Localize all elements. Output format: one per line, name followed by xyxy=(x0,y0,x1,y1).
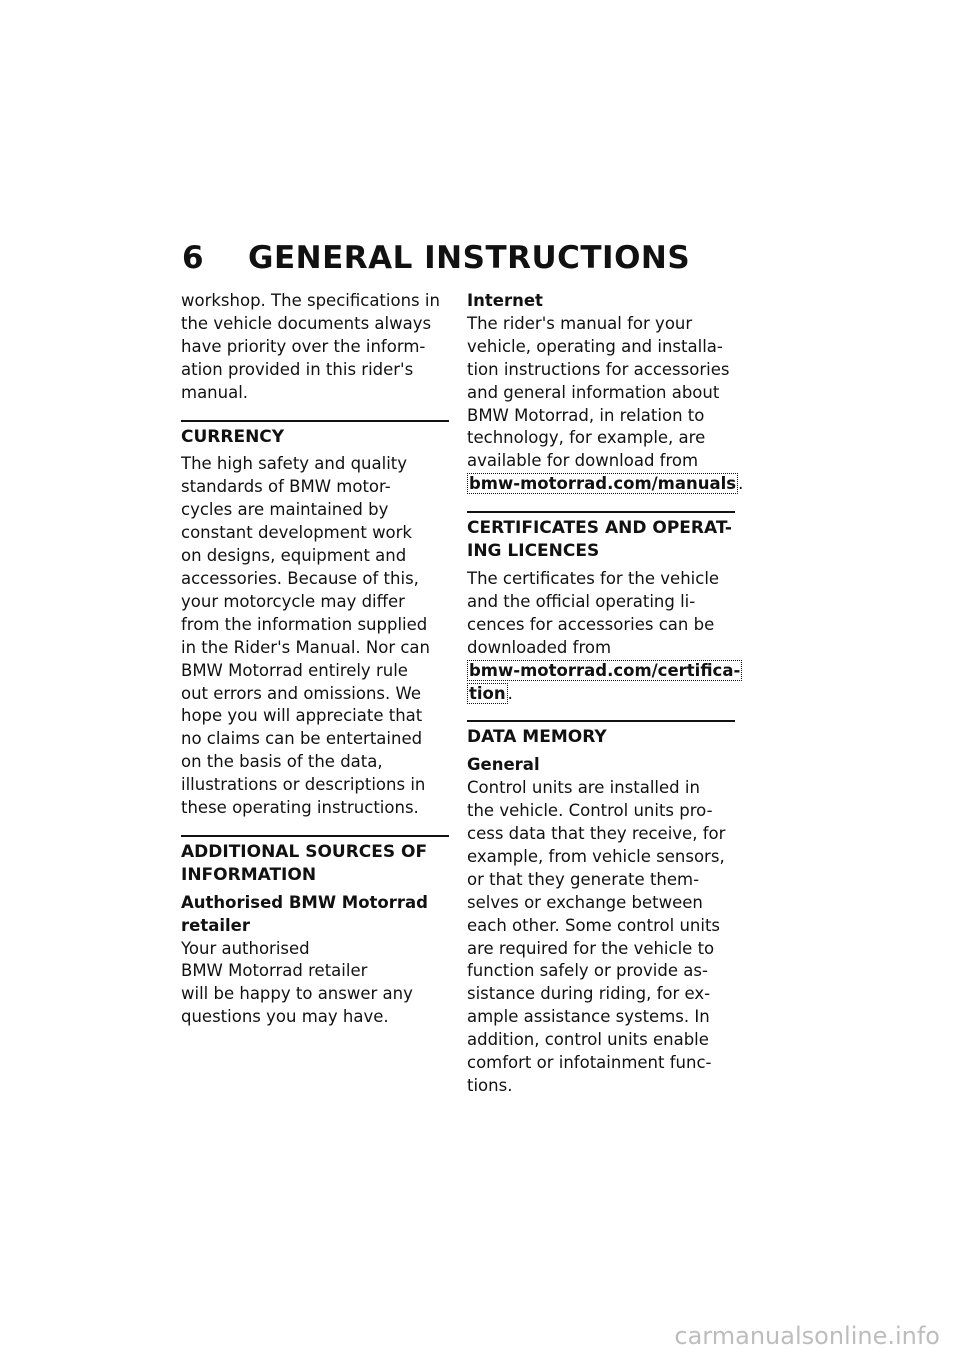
internet-paragraph xyxy=(467,313,744,496)
text-line: manual. xyxy=(181,382,249,402)
manuals-link[interactable]: bmw-motorrad.com/manuals xyxy=(469,474,737,494)
text-line: sistance during riding, for ex- xyxy=(467,984,711,1004)
additional-sources-heading: INFORMATION xyxy=(181,864,317,885)
link-period: . xyxy=(738,474,744,494)
certificates-paragraph xyxy=(467,568,741,705)
text-line: will be happy to answer any xyxy=(181,984,413,1004)
text-line: cycles are maintained by xyxy=(181,500,389,520)
text-line: downloaded from xyxy=(467,637,612,657)
left-column xyxy=(181,290,449,1029)
certification-link-continued[interactable]: tion xyxy=(469,683,506,703)
certificates-heading: CERTIFICATES AND OPERAT- xyxy=(467,518,732,539)
certificates-heading: ING LICENCES xyxy=(467,541,600,562)
text-line: accessories. Because of this, xyxy=(181,568,419,588)
text-line: selves or exchange between xyxy=(467,892,703,912)
text-line: BMW Motorrad retailer xyxy=(181,961,368,981)
text-line: cess data that they receive, for xyxy=(467,824,726,844)
text-line: constant development work xyxy=(181,523,412,543)
text-line: on the basis of the data, xyxy=(181,752,383,772)
text-line: technology, for example, are xyxy=(467,428,706,448)
text-line: out errors and omissions. We xyxy=(181,683,422,703)
text-line: from the information supplied xyxy=(181,614,428,634)
text-line: example, from vehicle sensors, xyxy=(467,846,725,866)
text-line: and the official operating li- xyxy=(467,591,696,611)
retailer-subheading: retailer xyxy=(181,915,250,935)
text-line: function safely or provide as- xyxy=(467,961,708,981)
text-line: comfort or infotainment func- xyxy=(467,1053,712,1073)
retailer-paragraph xyxy=(181,938,449,1030)
right-column xyxy=(467,290,744,1098)
text-line: illustrations or descriptions in xyxy=(181,775,426,795)
text-line: in the Rider's Manual. Nor can xyxy=(181,637,430,657)
text-line: questions you may have. xyxy=(181,1007,389,1027)
text-line: The high safety and quality xyxy=(181,454,408,474)
text-line: available for download from xyxy=(467,451,699,471)
chapter-number: 6 xyxy=(182,240,205,276)
section-divider xyxy=(467,511,735,513)
data-memory-paragraph xyxy=(467,777,735,1098)
watermark: carmanualsonline.info xyxy=(674,1322,940,1350)
text-line: have priority over the inform- xyxy=(181,336,426,356)
text-line xyxy=(467,473,744,496)
additional-sources-heading: ADDITIONAL SOURCES OF xyxy=(181,841,428,862)
text-line xyxy=(467,660,741,683)
text-line xyxy=(467,683,735,706)
text-line: tion instructions for accessories xyxy=(467,359,730,379)
text-line: the vehicle documents always xyxy=(181,313,432,333)
text-line: Your authorised xyxy=(181,938,310,958)
text-line: each other. Some control units xyxy=(467,915,721,935)
text-line: no claims can be entertained xyxy=(181,729,423,749)
text-line: your motorcycle may differ xyxy=(181,591,405,611)
retailer-subheading: Authorised BMW Motorrad xyxy=(181,892,428,912)
section-divider xyxy=(181,420,449,422)
text-line: Control units are installed in xyxy=(467,778,700,798)
text-line: and general information about xyxy=(467,382,720,402)
text-line: hope you will appreciate that xyxy=(181,706,423,726)
chapter-header xyxy=(182,240,690,276)
text-line: BMW Motorrad, in relation to xyxy=(467,405,705,425)
general-subheading: General xyxy=(467,755,540,775)
text-line: on designs, equipment and xyxy=(181,546,407,566)
text-line: vehicle, operating and installa- xyxy=(467,336,723,356)
text-line: The rider's manual for your xyxy=(467,313,693,333)
text-line: ample assistance systems. In xyxy=(467,1007,710,1027)
text-line: addition, control units enable xyxy=(467,1030,709,1050)
text-line: cences for accessories can be xyxy=(467,614,715,634)
chapter-title: GENERAL INSTRUCTIONS xyxy=(248,240,691,276)
certification-link[interactable]: bmw-motorrad.com/certifica- xyxy=(469,660,741,680)
currency-paragraph xyxy=(181,453,449,820)
text-line: are required for the vehicle to xyxy=(467,938,715,958)
section-divider xyxy=(467,720,735,722)
text-line: tions. xyxy=(467,1076,513,1095)
text-line: or that they generate them- xyxy=(467,869,700,889)
text-line: the vehicle. Control units pro- xyxy=(467,801,713,821)
text-line: standards of BMW motor- xyxy=(181,477,391,497)
intro-paragraph xyxy=(181,290,449,405)
text-line: ation provided in this rider's xyxy=(181,359,414,379)
currency-heading: CURRENCY xyxy=(181,426,285,447)
text-line: BMW Motorrad entirely rule xyxy=(181,660,408,680)
text-line: workshop. The specifications in xyxy=(181,291,440,310)
text-line: The certificates for the vehicle xyxy=(467,568,720,588)
internet-subheading: Internet xyxy=(467,291,543,310)
text-line: these operating instructions. xyxy=(181,798,419,818)
section-divider xyxy=(181,835,449,837)
link-period: . xyxy=(507,683,513,703)
data-memory-heading: DATA MEMORY xyxy=(467,727,607,748)
